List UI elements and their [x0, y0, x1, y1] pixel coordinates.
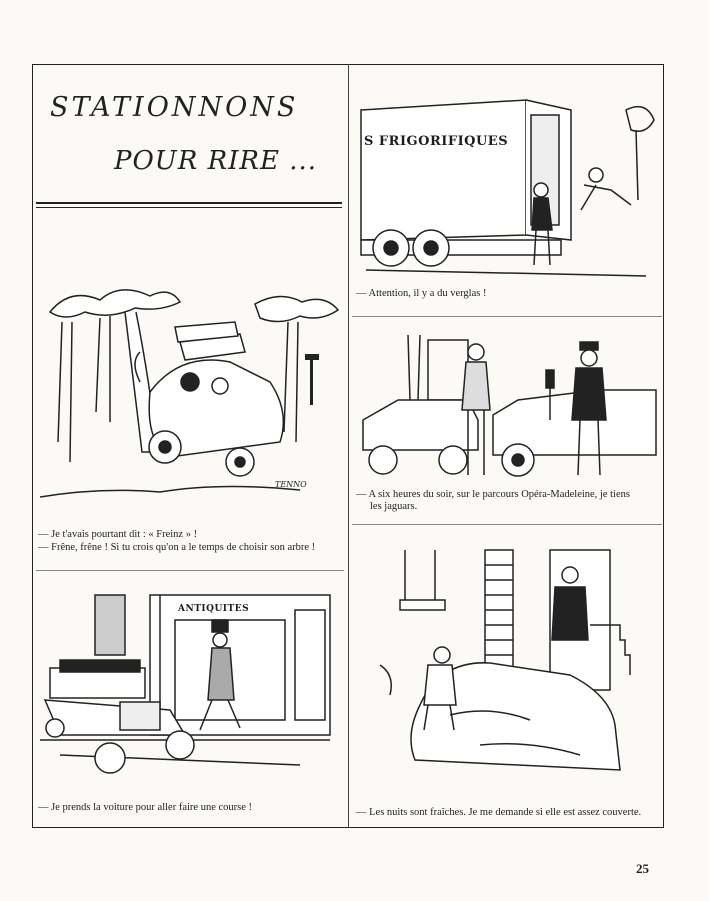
- cartoon-truck: [356, 80, 656, 280]
- jaguars-illustration: [358, 330, 658, 480]
- cartoon-antiques: [40, 590, 340, 785]
- page-title-line2: POUR RIRE ...: [114, 146, 318, 176]
- separator: [36, 570, 344, 571]
- column-divider: [348, 64, 349, 828]
- cartoon-jaguars: [358, 330, 658, 480]
- title-rule-top: [36, 202, 342, 204]
- page-title-line1: STATIONNONS: [50, 92, 299, 123]
- caption-jaguars-line2: les jaguars.: [370, 501, 418, 512]
- covered-car-illustration: [360, 545, 655, 785]
- page-number: 25: [636, 861, 649, 876]
- caption-truck: — Attention, il y a du verglas !: [356, 288, 487, 299]
- caption-forest-crash-line1: — Je t'avais pourtant dit : « Freinz » !: [38, 529, 198, 540]
- caption-antiques: — Je prends la voiture pour aller faire une course !: [38, 802, 252, 813]
- caption-jaguars-line1: — A six heures du soir, sur le parcours Opéra-Madeleine, je tiens: [356, 489, 630, 500]
- caption-forest-crash-line2: — Frêne, frêne ! Si tu crois qu'on a le temps de choisir son arbre !: [38, 542, 316, 553]
- truck-illustration: [356, 80, 656, 280]
- separator: [352, 524, 662, 525]
- cartoon-covered-car: [360, 545, 655, 785]
- separator: [352, 316, 662, 317]
- caption-covered-car: — Les nuits sont fraîches. Je me demande si elle est assez couverte.: [356, 807, 642, 818]
- cartoon-signature: TENNO: [275, 480, 307, 489]
- antiques-illustration: [40, 590, 340, 785]
- title-rule-bottom: [36, 207, 342, 208]
- truck-lettering: S FRIGORIFIQUES: [364, 134, 509, 149]
- shop-sign: ANTIQUITES: [178, 604, 250, 614]
